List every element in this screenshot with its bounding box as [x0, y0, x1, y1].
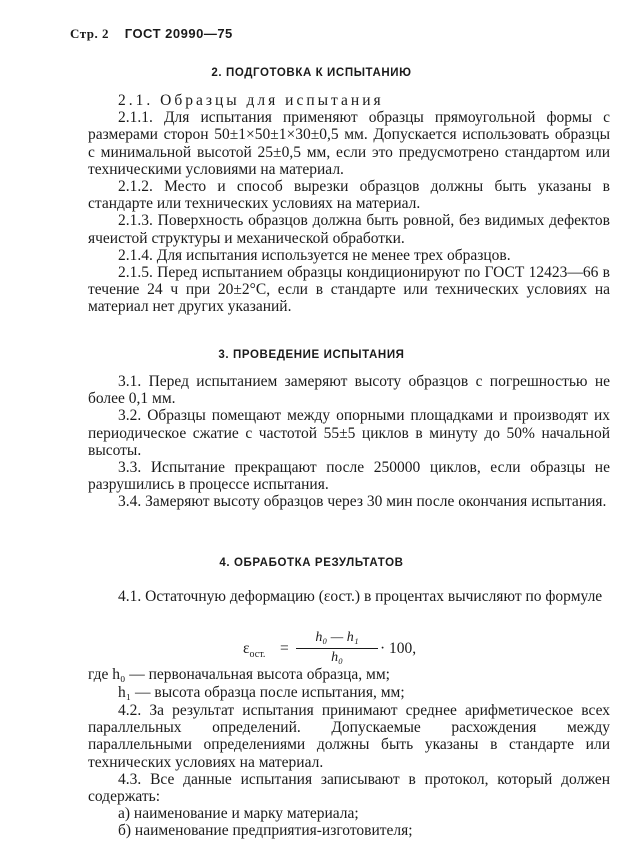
- formula-where-2: h₁ — высота образца после испытания, мм;: [118, 684, 405, 701]
- paragraph-3-1: 3.1. Перед испытанием замеряют высоту образцов с погрешностью не более 0,1 мм.: [88, 373, 610, 408]
- paragraph-2-1-3: 2.1.3. Поверхность образцов должна быть ровной, без видимых дефектов ячеистой структуры и механической обработки.: [88, 212, 610, 247]
- list-item-a: а) наименование и марку материала;: [118, 805, 359, 823]
- section-2-body: [88, 92, 610, 316]
- section-4-intro: [88, 588, 610, 605]
- deformation-formula: [230, 630, 490, 670]
- fraction-bar: [296, 648, 378, 649]
- section-4-body: [88, 702, 610, 840]
- formula-lhs: $\varepsilon_{ост.}$: [243, 640, 266, 661]
- formula-multiplier: · 100,: [380, 640, 417, 657]
- formula-numerator: h₀ — h₁: [315, 630, 359, 645]
- paragraph-3-4: 3.4. Замеряют высоту образцов через 30 мин после окончания испытания.: [118, 493, 607, 511]
- paragraph-2-1-4: 2.1.4. Для испытания используется не менее трех образцов.: [118, 246, 511, 264]
- gost-number: ГОСТ 20990—75: [124, 26, 233, 41]
- section-3-body: [88, 373, 610, 511]
- list-item-b: б) наименование предприятия-изготовителя;: [118, 822, 413, 840]
- page-number: Стр. 2: [70, 26, 109, 41]
- paragraph-4-2: 4.2. За результат испытания принимают среднее арифметическое всех параллельных определений. Допускаемые расхождения между параллельными определениями должны быть указаны в стандарте или технических условиях на материал.: [88, 702, 610, 771]
- section-2-title: 2. ПОДГОТОВКА К ИСПЫТАНИЮ: [211, 67, 412, 79]
- formula-denominator: h₀: [331, 650, 343, 665]
- paragraph-2-1-5: 2.1.5. Перед испытанием образцы кондиционируют по ГОСТ 12423—66 в течение 24 ч при 20±2°С, если в стандарте или технических условиях на материал нет других указаний.: [88, 264, 610, 316]
- formula-equals: =: [280, 640, 289, 657]
- paragraph-2-1-1: 2.1.1. Для испытания применяют образцы прямоугольной формы с размерами сторон 50±1×50±1×30±0,5 мм. Допускается использовать образцы с минимальной высотой 25±0,5 мм, если это предусмотрено стандартом или техническими условиями на материал.: [88, 109, 610, 178]
- paragraph-4-3: 4.3. Все данные испытания записывают в протокол, который должен содержать:: [88, 770, 610, 806]
- running-header: [70, 26, 233, 42]
- section-3-title: 3. ПРОВЕДЕНИЕ ИСПЫТАНИЯ: [218, 349, 405, 361]
- formula-fraction: [296, 630, 378, 665]
- section-4-title: 4. ОБРАБОТКА РЕЗУЛЬТАТОВ: [219, 557, 404, 569]
- formula-where-1: где h₀ — первоначальная высота образца, мм;: [88, 666, 390, 683]
- paragraph-4-1: 4.1. Остаточную деформацию (εост.) в процентах вычисляют по формуле: [118, 588, 603, 605]
- paragraph-3-2: 3.2. Образцы помещают между опорными площадками и производят их периодическое сжатие с частотой 55±5 циклов в минуту до 50% начальной высоты.: [88, 407, 610, 459]
- paragraph-2-1-2: 2.1.2. Место и способ вырезки образцов должны быть указаны в стандарте или технических условиях на материал.: [88, 178, 610, 213]
- paragraph-2-1: 2.1. Образцы для испытания: [118, 92, 384, 109]
- paragraph-3-3: 3.3. Испытание прекращают после 250000 циклов, если образцы не разрушились в процессе испытания.: [88, 459, 610, 494]
